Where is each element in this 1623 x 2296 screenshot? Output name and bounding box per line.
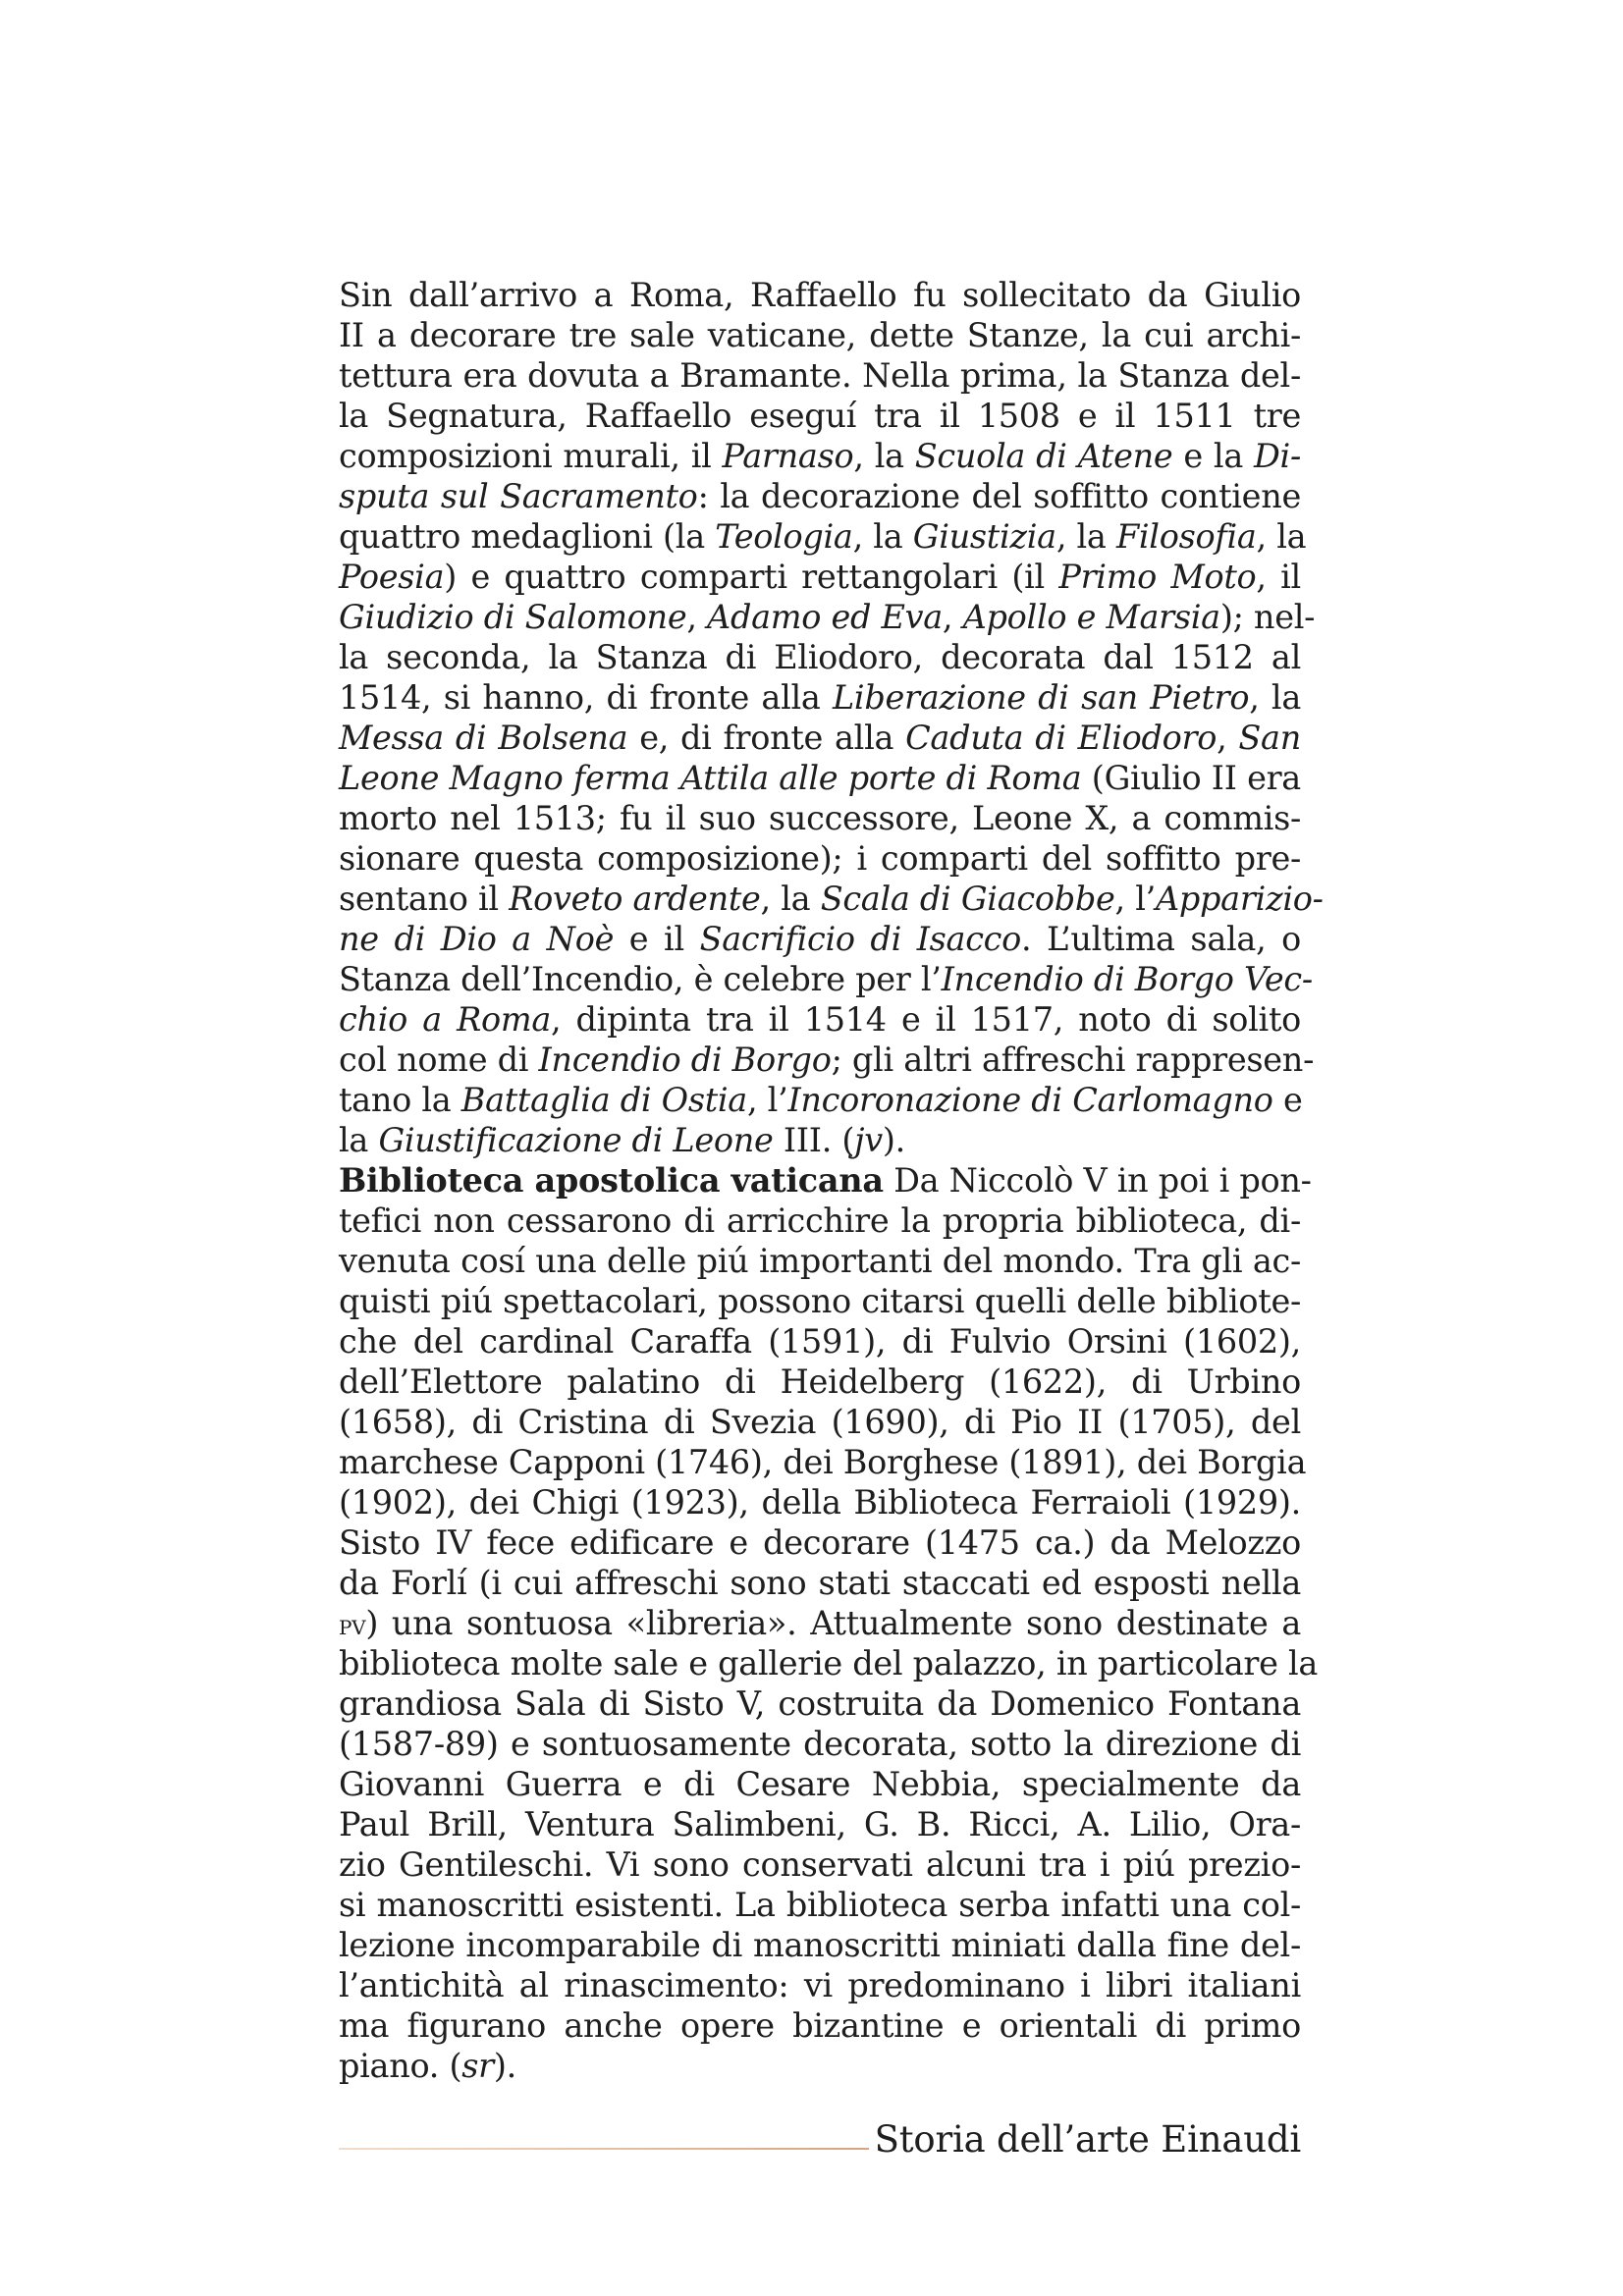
text-segment: quattro medaglioni (la — [339, 517, 716, 556]
text-segment: grandiosa Sala di Sisto V, costruita da Domenico Fontana — [339, 1684, 1301, 1723]
text-line — [339, 1402, 1301, 1442]
text-line — [339, 1764, 1301, 1804]
text-segment: (1902), dei Chigi (1923), della Biblioteca Ferraioli (1929). — [339, 1483, 1301, 1522]
text-line — [339, 2005, 1301, 2046]
text-segment: zio Gentileschi. Vi sono conservati alcuni tra i piú prezio- — [339, 1845, 1301, 1884]
text-line — [339, 476, 1301, 516]
text-segment: , la — [1249, 678, 1301, 717]
text-line — [339, 1522, 1301, 1563]
text-segment: ). — [882, 1121, 906, 1159]
text-segment: , la — [853, 437, 915, 475]
italic-text: Scala di Giacobbe — [820, 880, 1115, 918]
text-segment: , l’ — [1114, 880, 1156, 918]
italic-text: Incendio di Borgo Vec- — [941, 960, 1313, 998]
italic-text: Poesia — [339, 558, 445, 596]
text-line — [339, 315, 1301, 355]
text-segment: venuta cosí una delle piú importanti del mondo. Tra gli ac- — [339, 1242, 1301, 1280]
text-line — [339, 1442, 1307, 1482]
text-segment: ma figurano anche opere bizantine e orientali di primo — [339, 2006, 1301, 2045]
text-line — [339, 1201, 1301, 1241]
text-line — [339, 1965, 1301, 2005]
text-line — [339, 1804, 1301, 1844]
text-line — [339, 637, 1301, 677]
text-line — [339, 1683, 1301, 1724]
italic-text: Leone Magno ferma Attila alle porte di Roma — [339, 759, 1082, 797]
text-line — [339, 1120, 1301, 1160]
text-segment: , la — [852, 517, 913, 556]
text-segment: , la — [1256, 517, 1307, 556]
italic-text: Caduta di Eliodoro — [905, 719, 1217, 757]
text-segment: , — [942, 598, 963, 636]
italic-text: San — [1238, 719, 1301, 757]
text-segment: da Forlí (i cui affreschi sono stati staccati ed esposti nella — [339, 1564, 1301, 1602]
italic-text: Scuola di Atene — [914, 437, 1173, 475]
text-line — [339, 1603, 1301, 1643]
text-line — [339, 436, 1301, 476]
italic-text: Apparizio- — [1155, 880, 1324, 918]
italic-text: Teologia — [715, 517, 853, 556]
italic-text: Giustizia — [912, 517, 1056, 556]
italic-text: Primo Moto — [1058, 558, 1257, 596]
text-segment: : la decorazione del soffitto contiene — [697, 477, 1301, 515]
text-segment: quisti piú spettacolari, possono citarsi quelli delle bibliote- — [339, 1282, 1301, 1320]
italic-text: Adamo ed Eva — [707, 598, 943, 636]
italic-text: ne di Dio a Noè — [339, 920, 615, 958]
text-segment: si manoscritti esistenti. La biblioteca serba infatti una col- — [339, 1886, 1301, 1924]
text-segment: , la — [760, 880, 821, 918]
text-segment: la seconda, la Stanza di Eliodoro, decorata dal 1512 al — [339, 638, 1301, 676]
text-segment: Da Niccolò V in poi i pon- — [883, 1161, 1312, 1200]
text-line — [339, 516, 1307, 557]
text-line — [339, 1724, 1301, 1764]
italic-text: Filosofia — [1115, 517, 1257, 556]
text-segment: biblioteca molte sale e gallerie del palazzo, in particolare la — [339, 1644, 1319, 1682]
text-line — [339, 1321, 1301, 1362]
text-segment: marchese Capponi (1746), dei Borghese (1891), dei Borgia — [339, 1443, 1307, 1481]
text-segment: Stanza dell’Incendio, è celebre per l’ — [339, 960, 942, 998]
text-line — [339, 1925, 1301, 1965]
italic-text: Liberazione di san Pietro — [832, 678, 1250, 717]
text-line — [339, 597, 1316, 637]
text-segment: e la — [1172, 437, 1254, 475]
italic-text: jv — [854, 1121, 883, 1159]
text-segment: , dipinta tra il 1514 e il 1517, noto di solito — [551, 1000, 1301, 1039]
text-segment: 1514, si hanno, di fronte alla — [339, 678, 833, 717]
italic-text: Sacrificio di Isacco — [699, 920, 1021, 958]
italic-text: Giudizio di Salomone — [339, 598, 687, 636]
italic-text: Incoronazione di Carlomagno — [787, 1081, 1273, 1119]
text-segment: Sin dall’arrivo a Roma, Raffaello fu sollecitato da Giulio — [339, 276, 1301, 314]
italic-text: Incendio di Borgo — [538, 1041, 832, 1079]
text-line — [339, 2046, 1301, 2086]
text-segment: Sisto IV fece edificare e decorare (1475 ca.) da Melozzo — [339, 1523, 1301, 1562]
text-segment: tefici non cessarono di arricchire la propria biblioteca, di- — [339, 1201, 1301, 1240]
text-line — [339, 396, 1301, 436]
text-segment: , — [1217, 719, 1239, 757]
entry-heading: Biblioteca apostolica vaticana — [339, 1161, 884, 1200]
text-segment: ) e quattro comparti rettangolari (il — [444, 558, 1059, 596]
text-line — [339, 1281, 1301, 1321]
text-segment: l’antichità al rinascimento: vi predominano i libri italiani — [339, 1966, 1301, 2004]
text-line — [339, 879, 1324, 919]
text-line — [339, 959, 1313, 999]
text-segment: ); nel- — [1219, 598, 1316, 636]
text-segment: col nome di — [339, 1041, 539, 1079]
footer — [339, 2115, 1301, 2164]
text-segment: Giovanni Guerra e di Cesare Nebbia, specialmente da — [339, 1765, 1301, 1803]
text-line — [339, 838, 1301, 879]
text-segment: III. ( — [773, 1121, 855, 1159]
footer-label: Storia dell’arte Einaudi — [874, 2118, 1301, 2161]
text-line — [339, 275, 1301, 315]
text-line — [339, 1080, 1301, 1120]
text-segment: , — [686, 598, 708, 636]
text-segment: tettura era dovuta a Bramante. Nella prima, la Stanza del- — [339, 356, 1301, 395]
text-line — [339, 919, 1301, 959]
text-segment: morto nel 1513; fu il suo successore, Leone X, a commis- — [339, 799, 1301, 837]
text-line — [339, 798, 1301, 838]
text-segment: ). — [493, 2047, 516, 2085]
text-line — [339, 677, 1301, 718]
text-line — [339, 999, 1301, 1040]
text-line — [339, 758, 1301, 798]
italic-text: sr — [461, 2047, 494, 2085]
text-line — [339, 1241, 1301, 1281]
text-segment: composizioni murali, il — [339, 437, 723, 475]
text-line — [339, 1482, 1301, 1522]
text-segment: tano la — [339, 1081, 461, 1119]
text-segment: Paul Brill, Ventura Salimbeni, G. B. Ricci, A. Lilio, Ora- — [339, 1805, 1301, 1843]
text-line — [339, 1643, 1319, 1683]
body-text — [339, 275, 1324, 2086]
text-segment: e — [1272, 1081, 1303, 1119]
text-segment: (1587-89) e sontuosamente decorata, sotto la direzione di — [339, 1725, 1301, 1763]
text-segment: la — [339, 1121, 379, 1159]
text-segment: dell’Elettore palatino di Heidelberg (1622), di Urbino — [339, 1362, 1301, 1401]
italic-text: Roveto ardente — [509, 880, 761, 918]
text-line — [339, 1563, 1301, 1603]
text-segment: lezione incomparabile di manoscritti miniati dalla fine del- — [339, 1926, 1301, 1964]
italic-text: Messa di Bolsena — [339, 719, 628, 757]
text-line — [339, 1040, 1315, 1080]
text-line — [339, 1885, 1301, 1925]
italic-text: chio a Roma — [339, 1000, 551, 1039]
italic-text: Giustificazione di Leone — [378, 1121, 774, 1159]
italic-text: Battaglia di Ostia — [460, 1081, 747, 1119]
text-segment: (1658), di Cristina di Svezia (1690), di Pio II (1705), del — [339, 1403, 1301, 1441]
text-segment: pv — [339, 1608, 366, 1641]
text-segment: , la — [1055, 517, 1116, 556]
text-segment: e, di fronte alla — [627, 719, 906, 757]
text-segment: la Segnatura, Raffaello eseguí tra il 1508 e il 1511 tre — [339, 397, 1301, 435]
text-segment: II a decorare tre sale vaticane, dette Stanze, la cui archi- — [339, 316, 1301, 354]
text-line — [339, 718, 1301, 758]
text-line — [339, 1362, 1301, 1402]
text-segment: , l’ — [746, 1081, 788, 1119]
text-segment: , il — [1256, 558, 1301, 596]
text-line — [339, 557, 1301, 597]
italic-text: Parnaso — [722, 437, 854, 475]
italic-text: Di- — [1253, 437, 1301, 475]
text-segment: (Giulio II era — [1081, 759, 1301, 797]
text-segment: sionare questa composizione); i comparti del soffitto pre- — [339, 839, 1301, 878]
footer-rule — [339, 2148, 869, 2150]
text-line — [339, 1844, 1301, 1885]
text-segment: sentano il — [339, 880, 510, 918]
text-segment: . L’ultima sala, o — [1021, 920, 1301, 958]
text-segment: piano. ( — [339, 2047, 462, 2085]
italic-text: sputa sul Sacramento — [339, 477, 698, 515]
text-segment: ; gli altri affreschi rappresen- — [831, 1041, 1315, 1079]
text-segment: ) una sontuosa «libreria». Attualmente sono destinate a — [365, 1604, 1301, 1642]
text-segment: e il — [614, 920, 700, 958]
text-segment: che del cardinal Caraffa (1591), di Fulvio Orsini (1602), — [339, 1322, 1301, 1361]
text-line — [339, 1160, 1312, 1201]
italic-text: Apollo e Marsia — [962, 598, 1220, 636]
text-line — [339, 355, 1301, 396]
